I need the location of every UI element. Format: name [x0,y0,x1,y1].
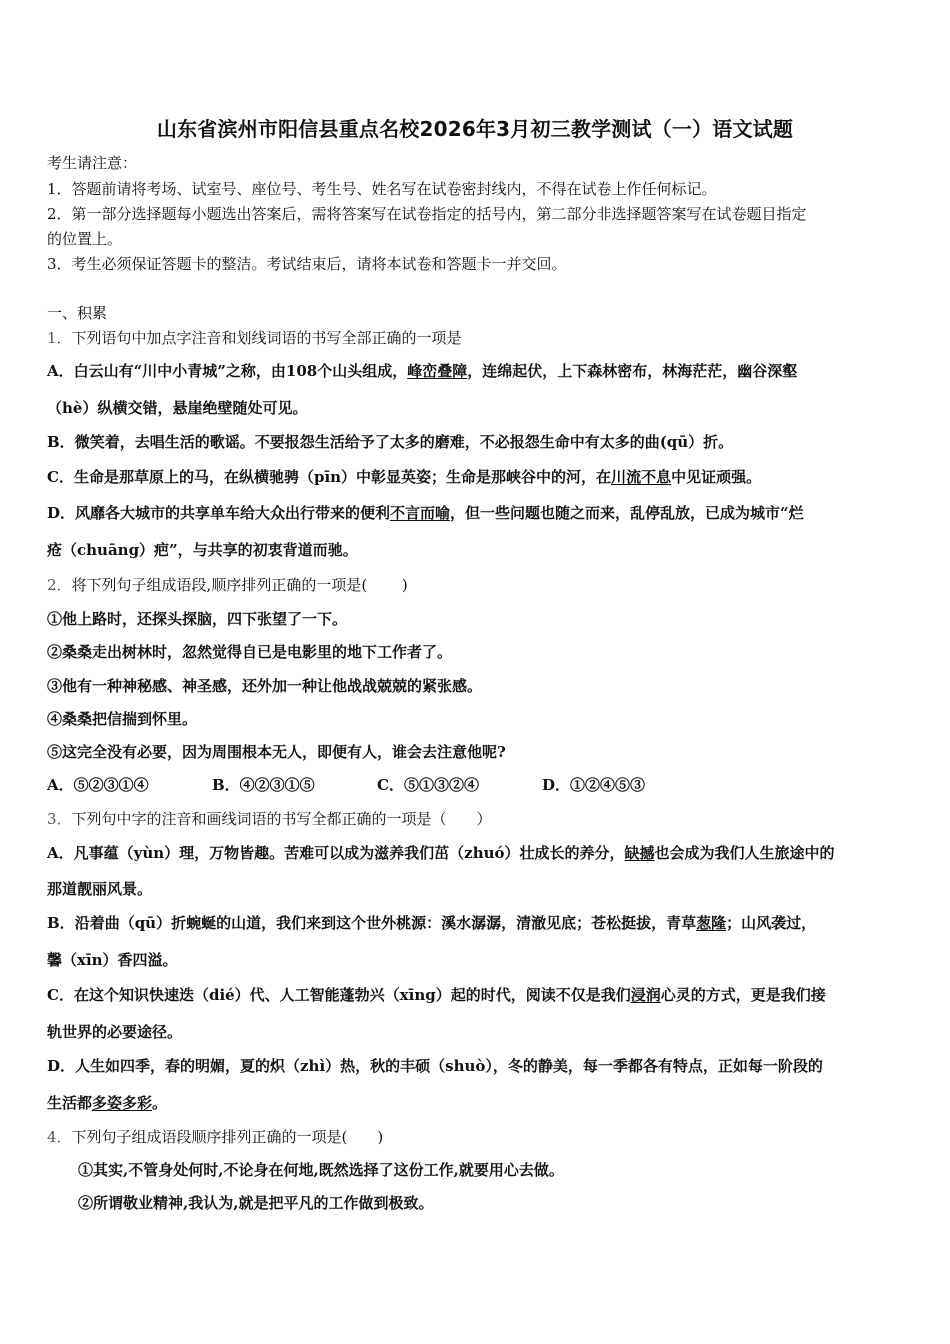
underlined-word: 峰峦叠障 [407,362,468,380]
underlined-word: 川流不息 [611,468,672,486]
notice-heading: 考生请注意： [47,154,138,172]
q3-option-b-cont: 馨（xīn）香四溢。 [47,951,178,969]
option-label: D． [47,504,76,522]
option-text: 心灵的方式，更是我们接 [660,986,826,1004]
option-text: 风靡各大城市的共享单车给大众出行带来的便利 [75,504,391,522]
question-text: 下列句子组成语段顺序排列正确的一项是( ) [71,1128,384,1146]
option-label: A． [47,362,74,380]
q3-option-a-cont: 那道靓丽风景。 [47,880,153,898]
q2-sentence: ①他上路时，还探头探脑，四下张望了一下。 [47,610,348,628]
q1-option-d-cont: 疮（chuāng）疤”，与共享的初衷背道而驰。 [47,541,358,559]
q3-option-d-cont [47,1093,167,1113]
q1-option-d [47,503,804,523]
q2-sentence: ⑤这完全没有必要，因为周围根本无人，即便有人，谁会去注意他呢? [47,743,506,761]
underlined-word: 缺撼 [624,844,655,862]
q2-option-b: B．④②③①⑤ [212,776,315,794]
q2-option-a: A．⑤②③①④ [47,776,149,794]
option-text: ，连绵起伏，上下森林密布，林海茫茫，幽谷深壑 [467,362,798,380]
underlined-word: 多姿多彩 [92,1094,153,1112]
option-text: 。 [152,1094,168,1112]
q4-sentence: ①其实,不管身处何时,不论身在何地,既然选择了这份工作,就要用心去做。 [78,1161,564,1179]
q2-sentence: ②桑桑走出树林时，忽然觉得自已是电影里的地下工作者了。 [47,643,453,661]
q3-option-c-cont: 轨世界的必要途径。 [47,1023,183,1041]
q3-option-b [47,913,816,933]
question-text: 下列语句中加点字注音和划线词语的书写全部正确的一项是 [71,329,462,347]
question-text: 将下列句子组成语段,顺序排列正确的一项是( ) [71,576,408,594]
notice-item: 1．答题前请将考场、试室号、座位号、考生号、姓名写在试卷密封线内，不得在试卷上作任何标记。 [47,180,717,198]
option-text: 凡事蕴（yùn）理，万物皆趣。苦难可以成为滋养我们茁（zhuó）壮成长的养分， [73,844,625,862]
question-2-stem [47,575,408,595]
option-text: 微笑着，去唱生活的歌谣。不要报怨生活给予了太多的磨难，不必报怨生命中有太多的曲(qū）折。 [74,433,734,451]
option-label: B． [47,914,75,932]
option-label: A． [47,844,74,862]
option-text: 在这个知识快速迭（dié）代、人工智能蓬勃兴（xīng）起的时代，阅读不仅是我们 [73,986,631,1004]
q3-option-d [47,1056,823,1076]
option-text: 沿着曲（qū）折蜿蜒的山道，我们来到这个世外桃源：溪水潺潺，清澈见底；苍松挺拔，青草 [74,914,697,932]
option-label: B． [47,433,75,451]
q2-option-c: C．⑤①③②④ [377,776,479,794]
option-text: 也会成为我们人生旅途中的 [654,844,835,862]
q3-option-c [47,985,826,1005]
option-text: 生活都 [47,1094,93,1112]
underlined-word: 葱隆 [696,914,727,932]
q4-sentence: ②所谓敬业精神,我认为,就是把平凡的工作做到极致。 [78,1194,434,1212]
question-number: 4． [47,1128,72,1146]
q2-sentence: ③他有一种神秘感、神圣感，还外加一种让他战战兢兢的紧张感。 [47,677,483,695]
underlined-word: 浸润 [630,986,661,1004]
question-text: 下列句中字的注音和画线词语的书写全都正确的一项是（ ） [71,810,492,828]
page-title: 山东省滨州市阳信县重点名校2026年3月初三教学测试（一）语文试题 [156,117,794,141]
q1-option-a [47,361,797,381]
option-label: C． [47,468,74,486]
option-text: 人生如四季，春的明媚，夏的炽（zhì）热，秋的丰硕（shuò），冬的静美，每一季都各有特点，正如每一阶段的 [75,1057,823,1075]
underlined-word: 不言而喻 [390,504,451,522]
option-text: 白云山有“川中小青城”之称，由108个山头组成， [73,362,408,380]
option-text: ，但一些问题也随之而来，乱停乱放，已成为城市“烂 [450,504,804,522]
q2-sentence: ④桑桑把信揣到怀里。 [47,710,198,728]
q1-option-b [47,432,733,452]
section-heading: 一、积累 [47,304,108,322]
notice-item: 2．第一部分选择题每小题选出答案后，需将答案写在试卷指定的括号内，第二部分非选择题答案写在试卷题目指定 [47,205,807,223]
notice-item: 的位置上。 [47,230,123,248]
question-4-stem [47,1127,383,1147]
question-number: 2． [47,576,72,594]
question-3-stem [47,809,492,829]
option-text: 生命是那草原上的马，在纵横驰骋（pīn）中彰显英姿；生命是那峡谷中的河，在 [73,468,612,486]
option-text: ；山风袭过， [726,914,817,932]
question-number: 1． [47,329,72,347]
q2-option-d: D．①②④⑤③ [542,776,646,794]
question-number: 3． [47,810,72,828]
option-label: D． [47,1057,76,1075]
q1-option-c [47,467,761,487]
option-text: 中见证顽强。 [671,468,762,486]
q3-option-a [47,843,835,863]
option-label: C． [47,986,74,1004]
q1-option-a-cont: （hè）纵横交错，悬崖绝壁随处可见。 [47,399,308,417]
notice-item: 3．考生必须保证答题卡的整洁。考试结束后，请将本试卷和答题卡一并交回。 [47,255,567,273]
question-1-stem [47,328,462,348]
